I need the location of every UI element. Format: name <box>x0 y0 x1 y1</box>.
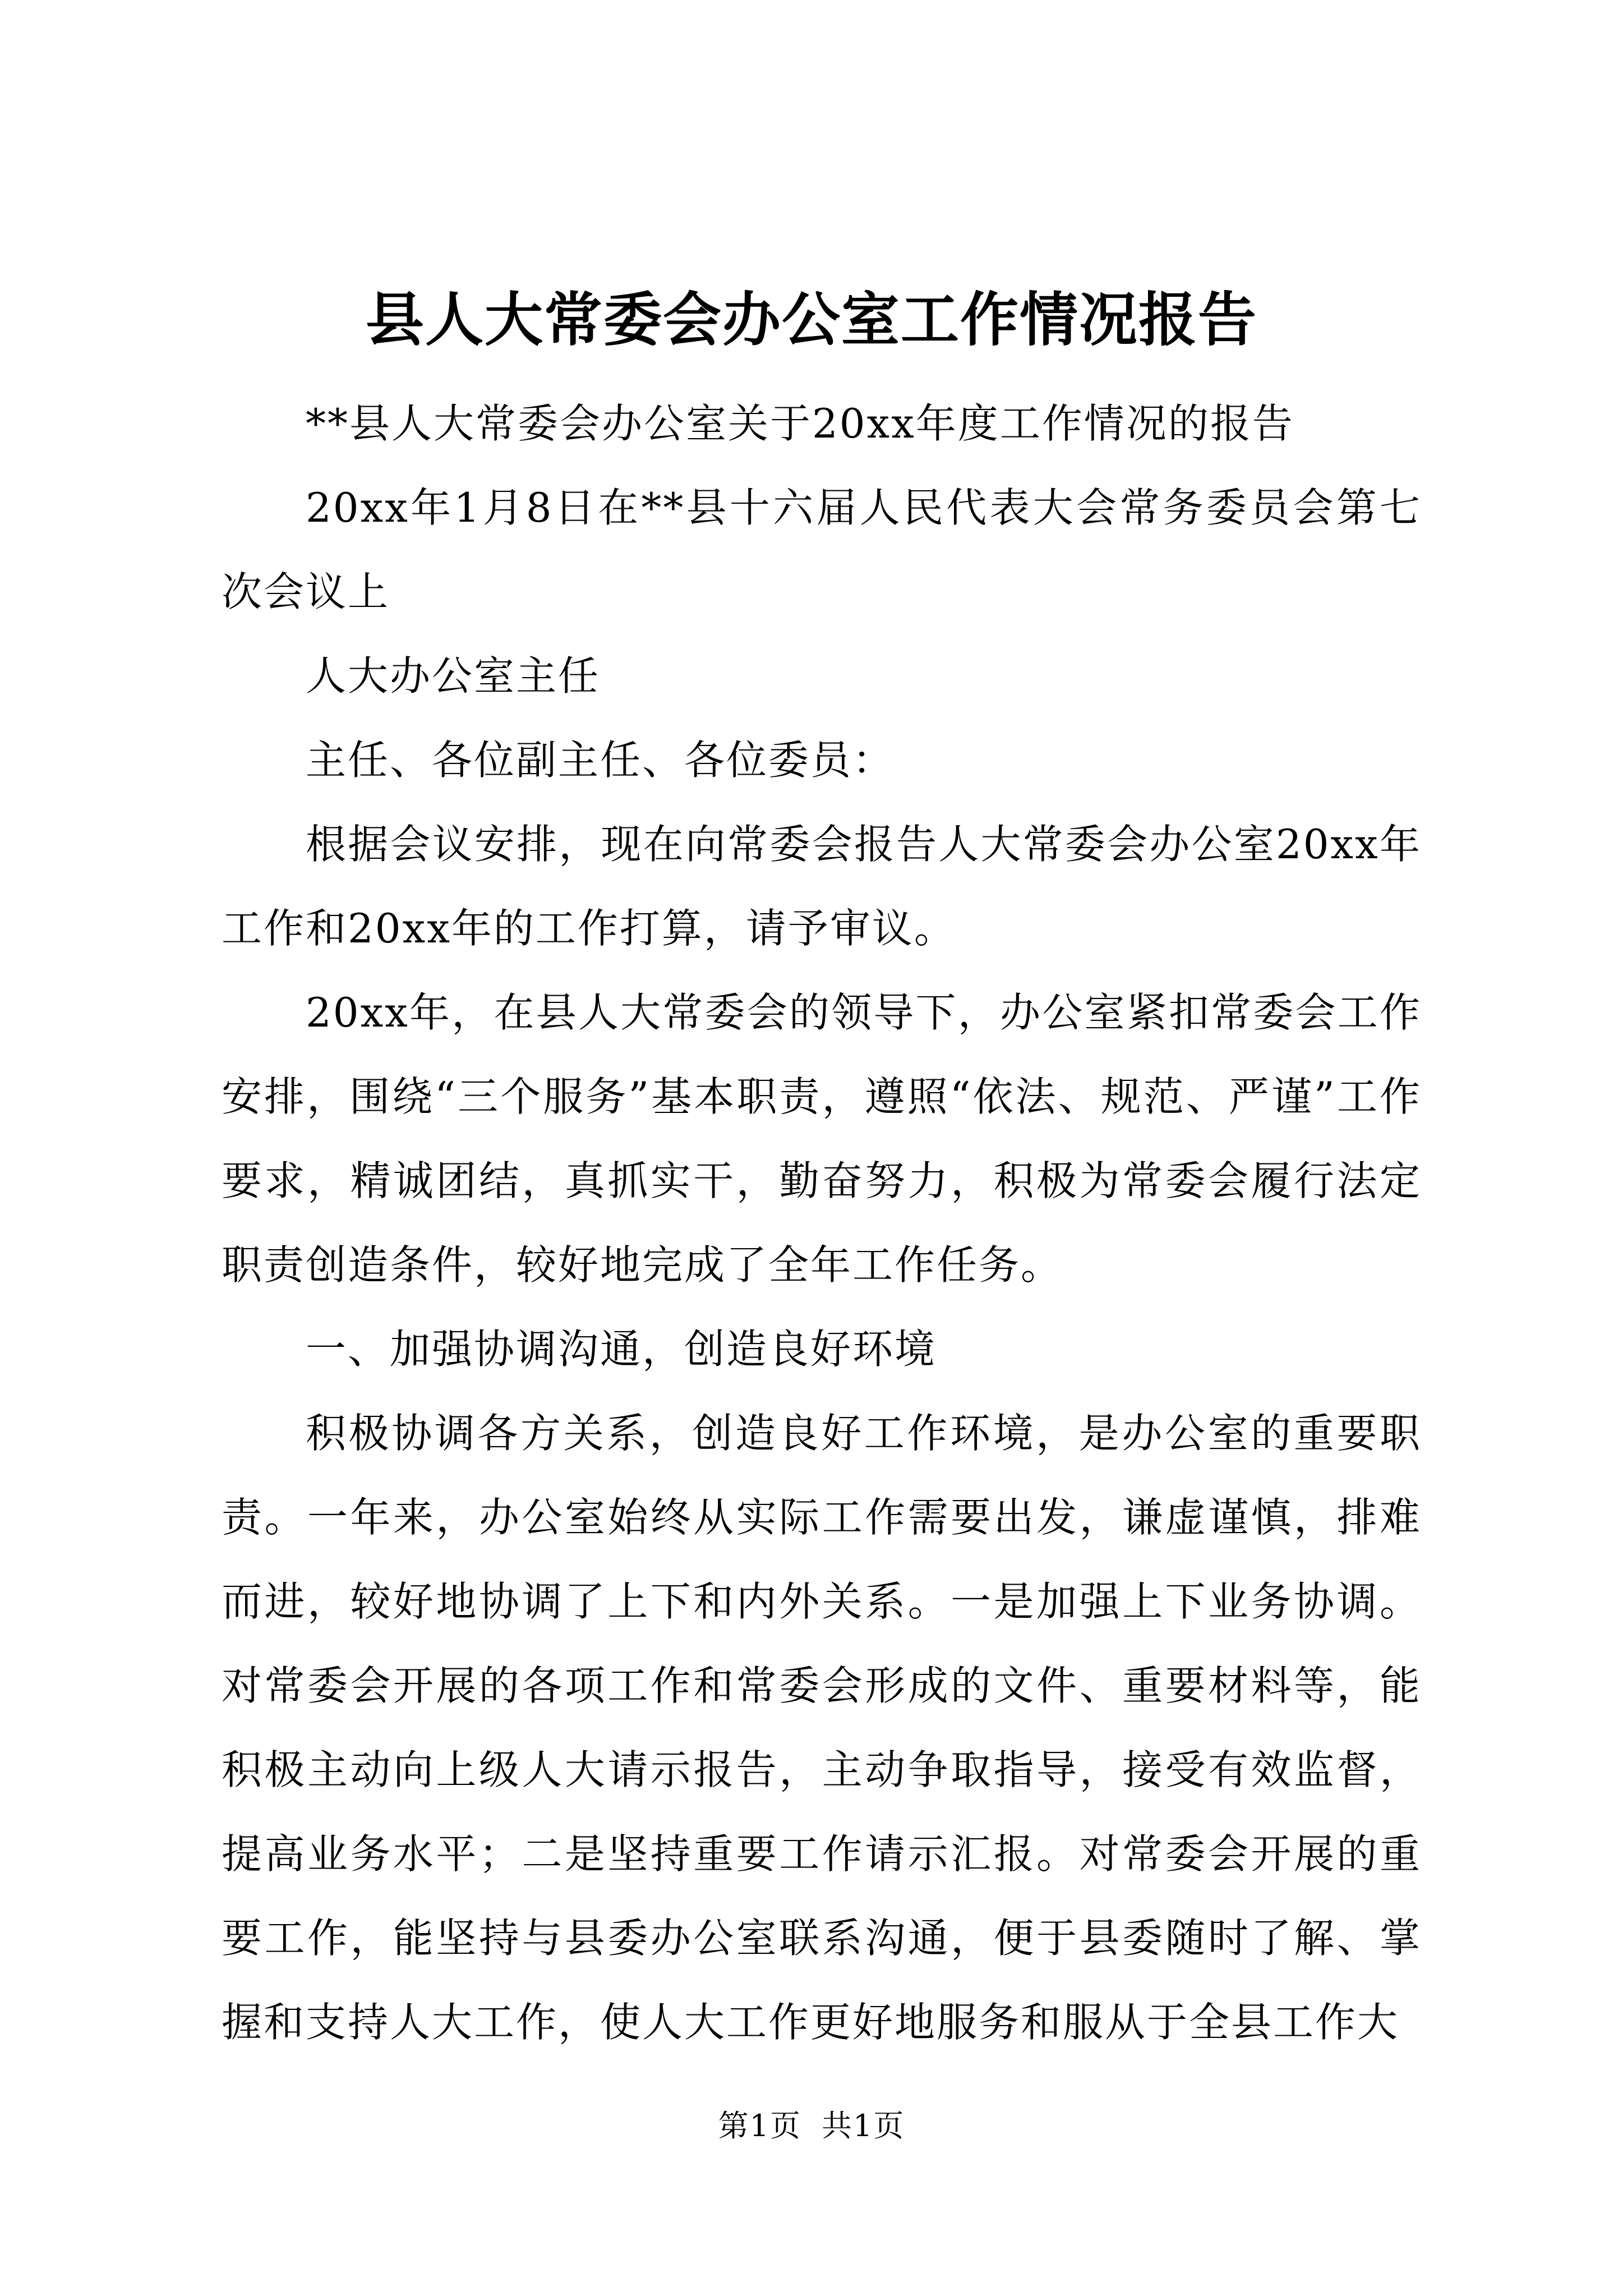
body-paragraph: 根据会议安排，现在向常委会报告人大常委会办公室20xx年工作和20xx年的工作打算，请予审议。 <box>222 821 1422 952</box>
speaker-title-line: 人大办公室主任 <box>306 652 601 700</box>
report-heading-line: **县人大常委会办公室关于20xx年度工作情况的报告 <box>306 400 1294 447</box>
page-total: 共1页 <box>822 2108 905 2143</box>
body-paragraph: 20xx年，在县人大常委会的领导下，办公室紧扣常委会工作安排，围绕“三个服务”基本职责，遵照“依法、规范、严谨”工作要求，精诚团结，真抓实干，勤奋努力，积极为常委会履行法定职责创造条件，较好地完成了全年工作任务。 <box>222 989 1422 1289</box>
salutation-line: 主任、各位副主任、各位委员： <box>306 737 895 784</box>
document-body <box>222 381 1422 2064</box>
body-paragraph: 积极协调各方关系，创造良好工作环境，是办公室的重要职责。一年来，办公室始终从实际工作需要出发，谦虚谨慎，排难而进，较好地协调了上下和内外关系。一是加强上下业务协调。对常委会开展的各项工作和常委会形成的文件、重要材料等，能积极主动向上级人大请示报告，主动争取指导，接受有效监督，提高业务水平；二是坚持重要工作请示汇报。对常委会开展的重要工作，能坚持与县委办公室联系沟通，便于县委随时了解、掌握和支持人大工作，使人大工作更好地服务和服从于全县工作大 <box>222 1410 1422 2046</box>
meeting-info-paragraph: 20xx年1月8日在**县十六届人民代表大会常务委员会第七次会议上 <box>222 484 1422 615</box>
section-heading: 一、加强协调沟通，创造良好环境 <box>306 1326 937 1373</box>
page-number: 第1页 <box>718 2108 801 2143</box>
page-footer <box>0 2106 1623 2146</box>
document-title: 县人大常委会办公室工作情况报告 <box>365 285 1257 354</box>
